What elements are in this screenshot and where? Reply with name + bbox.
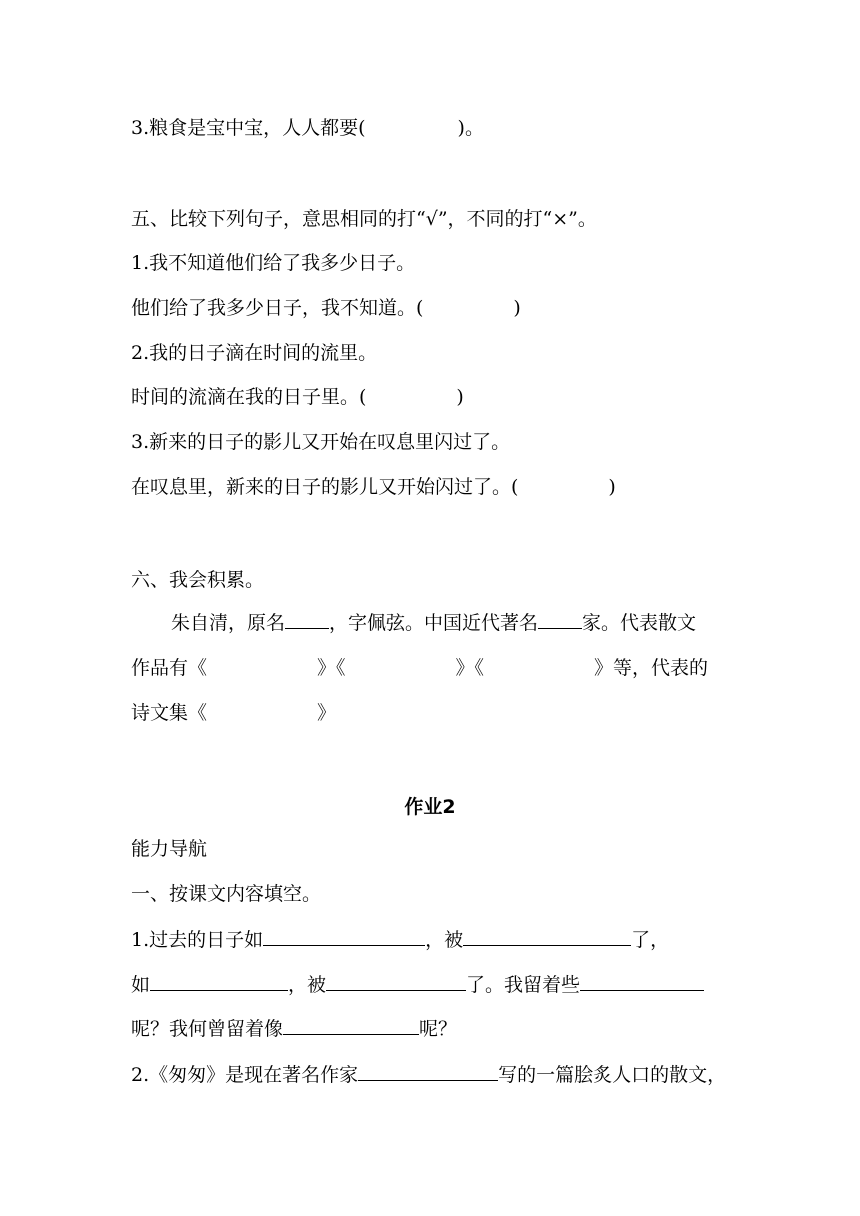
s6-text: 》《 bbox=[455, 657, 485, 679]
s5-q2-sentence-b-text: 时间的流滴在我的日子里。( bbox=[131, 386, 367, 408]
hw2-text: 写的一篇脍炙人口的散文， bbox=[498, 1064, 727, 1086]
homework-2-title: 作业2 bbox=[404, 796, 456, 818]
hw2-fill-line-1 bbox=[131, 927, 669, 953]
s6-text: 》 bbox=[317, 702, 337, 724]
s6-text: ，字佩弦。中国近代著名 bbox=[329, 612, 539, 634]
hw2-fill-line-4 bbox=[131, 1062, 726, 1088]
s5-heading: 五、比较下列句子，意思相同的打“√”，不同的打“×”。 bbox=[131, 208, 597, 230]
s4-item-3-end: )。 bbox=[457, 117, 484, 139]
fill-blank[interactable] bbox=[285, 610, 329, 629]
fill-blank[interactable] bbox=[463, 927, 631, 946]
section-subtitle: 能力导航 bbox=[131, 838, 208, 860]
s6-text: 》《 bbox=[317, 657, 346, 679]
hw2-text: 了。我留着些 bbox=[466, 974, 581, 996]
s5-q3-sentence-a: 3.新来的日子的影儿又开始在叹息里闪过了。 bbox=[131, 431, 511, 453]
s6-para-line-2 bbox=[131, 655, 708, 681]
s5-q3-sentence-b bbox=[131, 474, 616, 500]
s6-text: 家。代表散文 bbox=[582, 612, 697, 634]
s5-q1-sentence-b bbox=[131, 295, 521, 321]
hw2-text: 了， bbox=[631, 929, 670, 951]
fill-blank[interactable] bbox=[150, 972, 288, 991]
hw2-fill-line-3 bbox=[131, 1016, 457, 1042]
s6-para-line-3 bbox=[131, 700, 336, 726]
s6-text: 诗文集《 bbox=[131, 702, 208, 724]
fill-blank[interactable] bbox=[538, 610, 582, 629]
s4-item-3-text: 3.粮食是宝中宝，人人都要( bbox=[131, 117, 366, 139]
fill-blank[interactable] bbox=[263, 927, 425, 946]
hw2-text: 呢？ bbox=[419, 1018, 458, 1040]
s5-q1-sentence-a: 1.我不知道他们给了我多少日子。 bbox=[131, 252, 416, 274]
hw2-text: 如 bbox=[131, 974, 151, 996]
close-paren: ) bbox=[608, 476, 616, 498]
s6-heading: 六、我会积累。 bbox=[131, 569, 265, 591]
close-paren: ) bbox=[456, 386, 464, 408]
fill-blank[interactable] bbox=[580, 972, 704, 991]
s6-text: 》等，代表的 bbox=[594, 657, 709, 679]
s4-item-3 bbox=[131, 115, 484, 141]
hw2-text: ，被 bbox=[288, 974, 327, 996]
close-paren: ) bbox=[513, 297, 521, 319]
hw2-fill-line-2 bbox=[131, 972, 704, 998]
s5-q2-sentence-b bbox=[131, 384, 464, 410]
fill-blank[interactable] bbox=[358, 1062, 498, 1081]
fill-blank[interactable] bbox=[326, 972, 466, 991]
s6-para-line-1 bbox=[171, 610, 696, 636]
s5-q3-sentence-b-text: 在叹息里，新来的日子的影儿又开始闪过了。( bbox=[131, 476, 519, 498]
s5-q2-sentence-a: 2.我的日子滴在时间的流里。 bbox=[131, 342, 378, 364]
hw2-text: ，被 bbox=[425, 929, 464, 951]
hw2-section-1-heading: 一、按课文内容填空。 bbox=[131, 883, 322, 905]
hw2-text: 2.《匆匆》是现在著名作家 bbox=[131, 1064, 359, 1086]
s5-q1-sentence-b-text: 他们给了我多少日子，我不知道。( bbox=[131, 297, 424, 319]
hw2-text: 1.过去的日子如 bbox=[131, 929, 264, 951]
s6-text: 作品有《 bbox=[131, 657, 208, 679]
hw2-text: 呢？我何曾留着像 bbox=[131, 1018, 284, 1040]
fill-blank[interactable] bbox=[283, 1016, 419, 1035]
s6-text: 朱自清，原名 bbox=[171, 612, 286, 634]
